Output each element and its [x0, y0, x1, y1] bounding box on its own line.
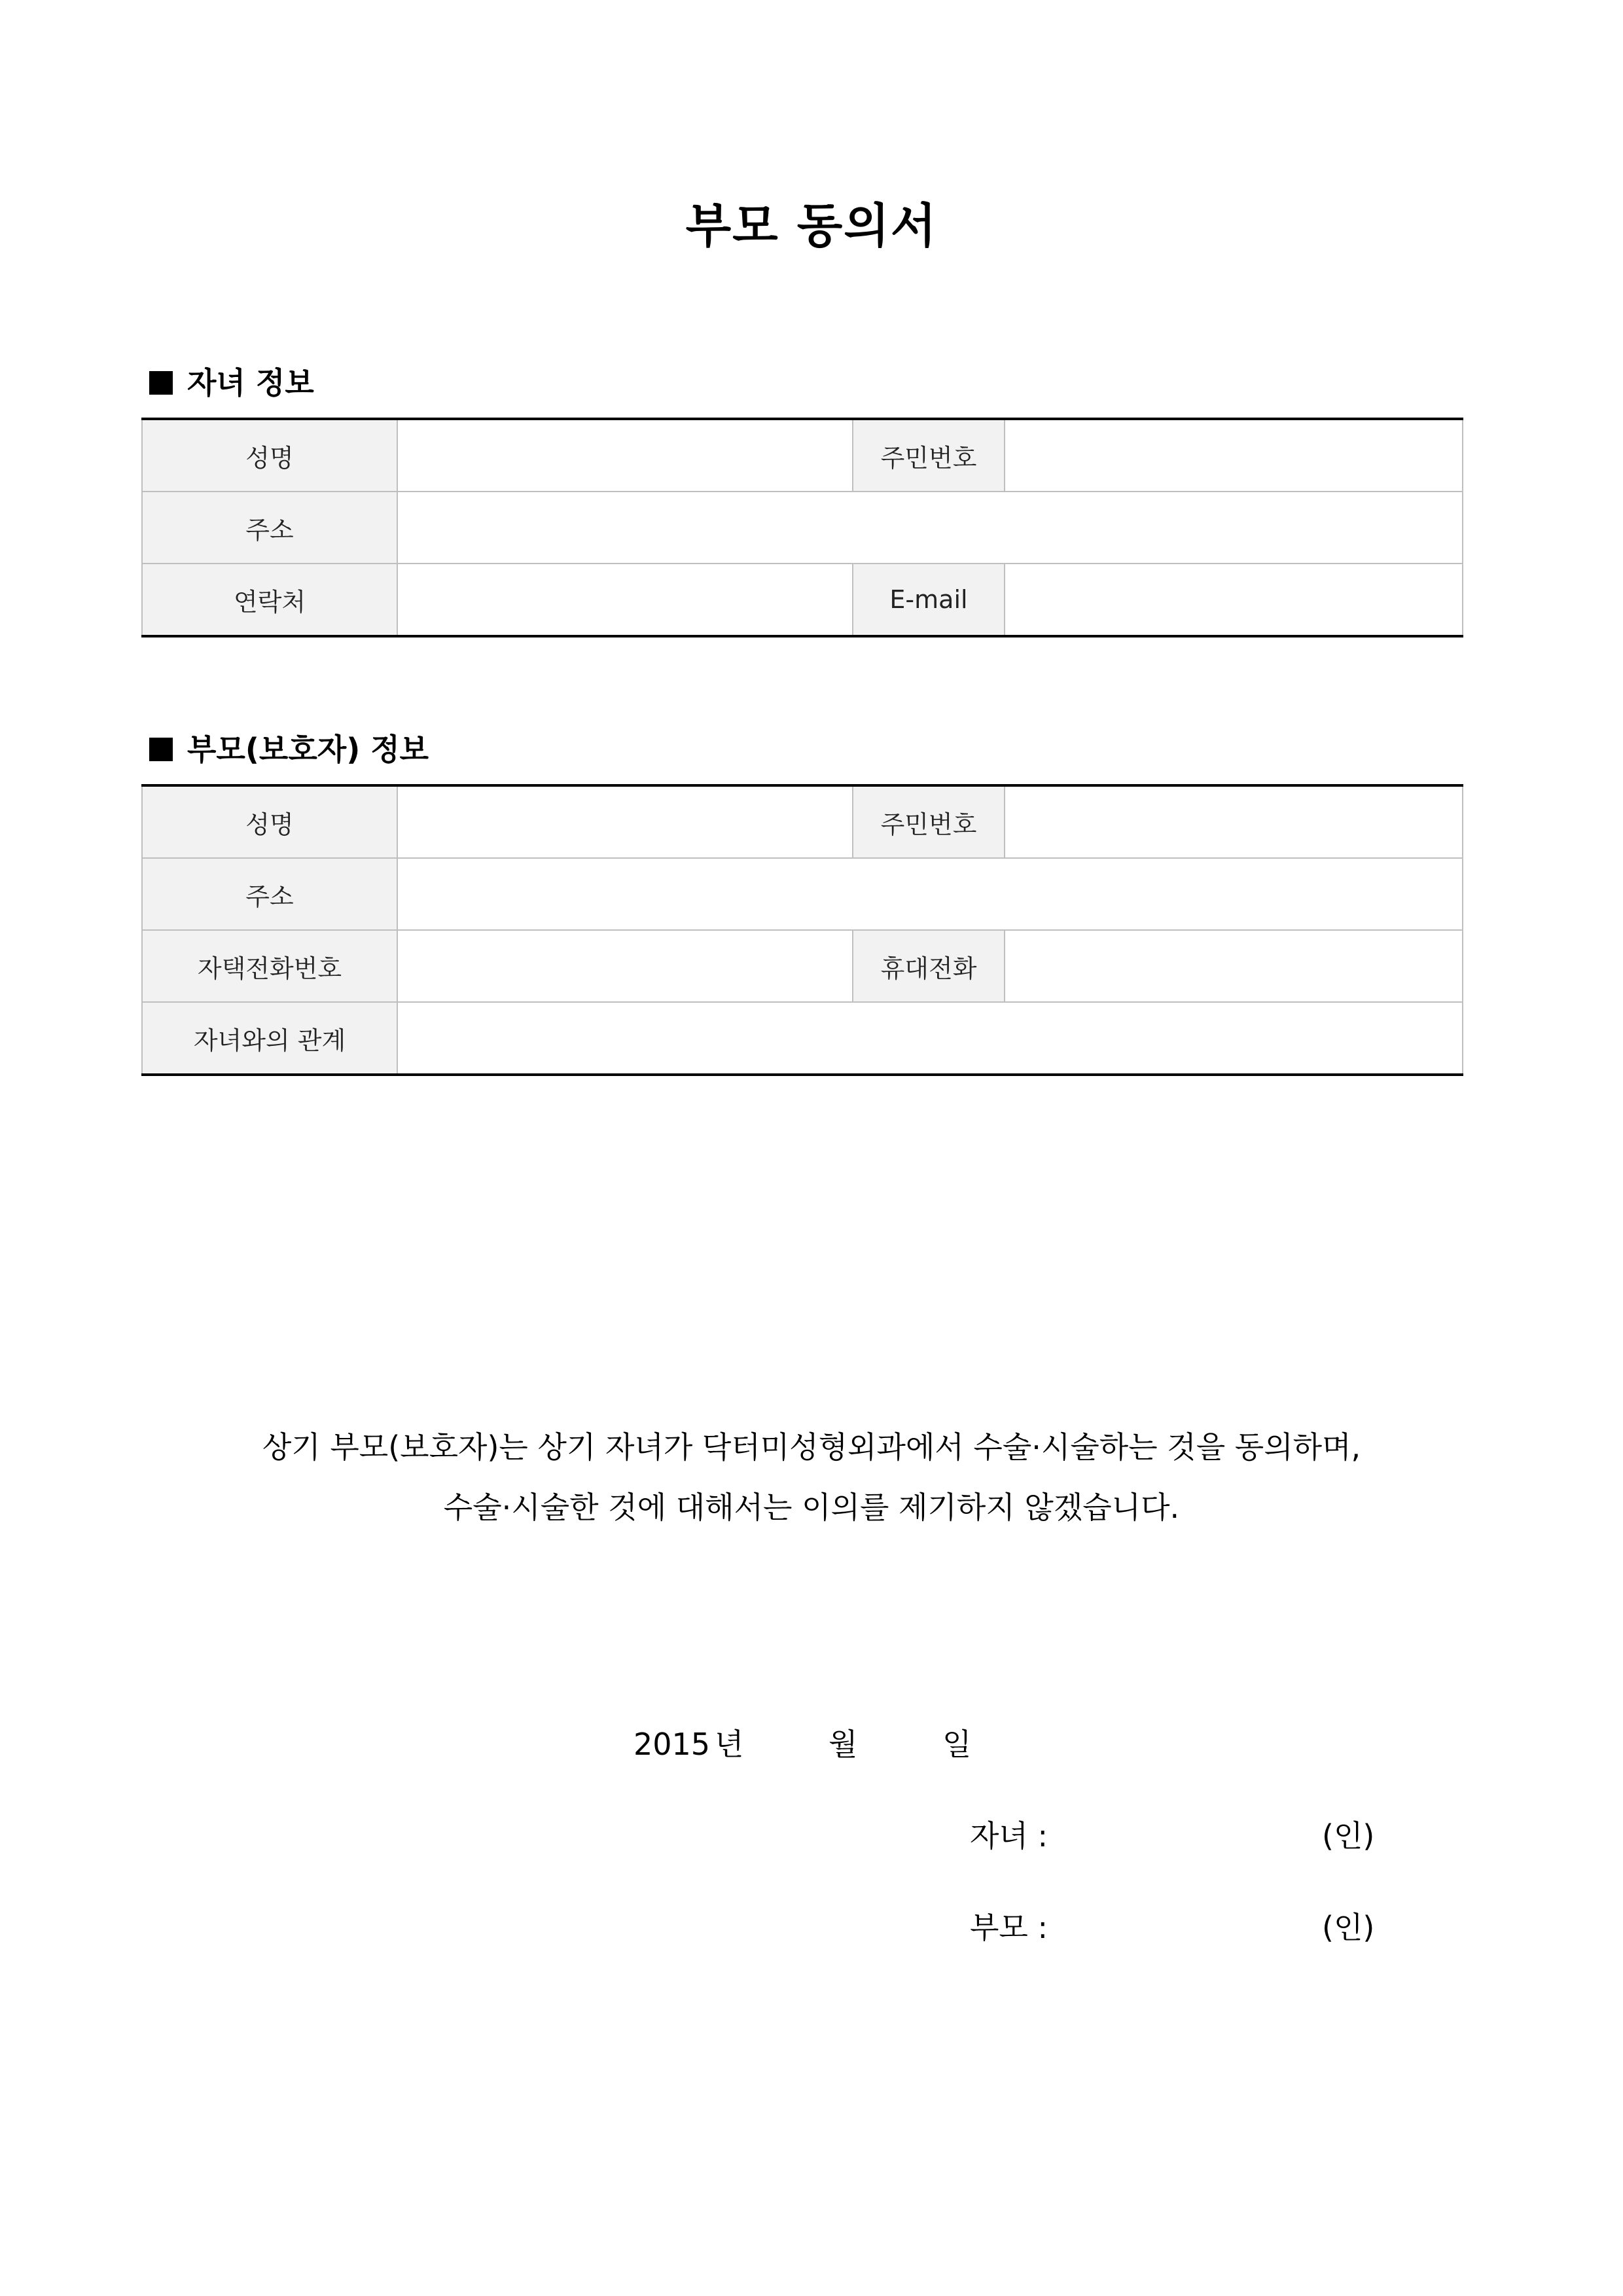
child-email-field[interactable]	[1005, 564, 1463, 636]
child-row-address	[142, 492, 1463, 564]
parent-info-heading	[149, 726, 429, 772]
child-id-number-field[interactable]	[1005, 419, 1463, 492]
parent-info-table	[141, 784, 1463, 1076]
parent-signature-label: 부모 :	[970, 1910, 1048, 1945]
child-name-label: 성명	[142, 419, 397, 492]
date-year: 2015	[633, 1727, 711, 1762]
parent-home-phone-field[interactable]	[397, 930, 853, 1002]
child-name-field[interactable]	[397, 419, 853, 492]
parent-mobile-label: 휴대전화	[853, 930, 1005, 1002]
child-info-heading	[149, 360, 314, 406]
parent-address-field[interactable]	[397, 858, 1463, 930]
parent-id-number-field[interactable]	[1005, 785, 1463, 858]
child-info-heading-text: 자녀 정보	[187, 365, 314, 401]
child-address-field[interactable]	[397, 492, 1463, 564]
child-row-contact	[142, 564, 1463, 636]
parent-name-field[interactable]	[397, 785, 853, 858]
parent-row-name	[142, 785, 1463, 858]
date-line	[0, 1718, 1623, 1770]
parent-home-phone-label: 자택전화번호	[142, 930, 397, 1002]
parent-row-relationship	[142, 1002, 1463, 1075]
child-contact-field[interactable]	[397, 564, 853, 636]
black-square-icon	[149, 371, 173, 395]
consent-statement-line-1: 상기 부모(보호자)는 상기 자녀가 닥터미성형외과에서 수술·시술하는 것을 동의하며,	[262, 1429, 1361, 1465]
parent-signature-row	[0, 1901, 1623, 1954]
parent-row-address	[142, 858, 1463, 930]
relationship-label: 자녀와의 관계	[142, 1002, 397, 1075]
parent-row-phone	[142, 930, 1463, 1002]
child-row-name	[142, 419, 1463, 492]
parent-name-label: 성명	[142, 785, 397, 858]
relationship-field[interactable]	[397, 1002, 1463, 1075]
child-address-label: 주소	[142, 492, 397, 564]
consent-statement-line-2: 수술·시술한 것에 대해서는 이의를 제기하지 않겠습니다.	[443, 1490, 1180, 1525]
parent-seal-mark: (인)	[1322, 1910, 1375, 1945]
parent-mobile-field[interactable]	[1005, 930, 1463, 1002]
consent-statement	[0, 1417, 1623, 1537]
parent-id-number-label: 주민번호	[853, 785, 1005, 858]
date-year-unit: 년	[715, 1727, 744, 1762]
child-info-table	[141, 418, 1463, 637]
parent-info-heading-text: 부모(보호자) 정보	[187, 732, 429, 767]
child-id-number-label: 주민번호	[853, 419, 1005, 492]
child-signature-label: 자녀 :	[970, 1818, 1048, 1854]
child-contact-label: 연락처	[142, 564, 397, 636]
date-day-unit: 일	[942, 1727, 972, 1762]
date-month-unit: 월	[829, 1727, 858, 1762]
parent-address-label: 주소	[142, 858, 397, 930]
child-email-label: E-mail	[853, 564, 1005, 636]
child-seal-mark: (인)	[1322, 1818, 1375, 1854]
page-title: 부모 동의서	[685, 198, 938, 253]
black-square-icon	[149, 738, 173, 761]
child-signature-row	[0, 1810, 1623, 1862]
